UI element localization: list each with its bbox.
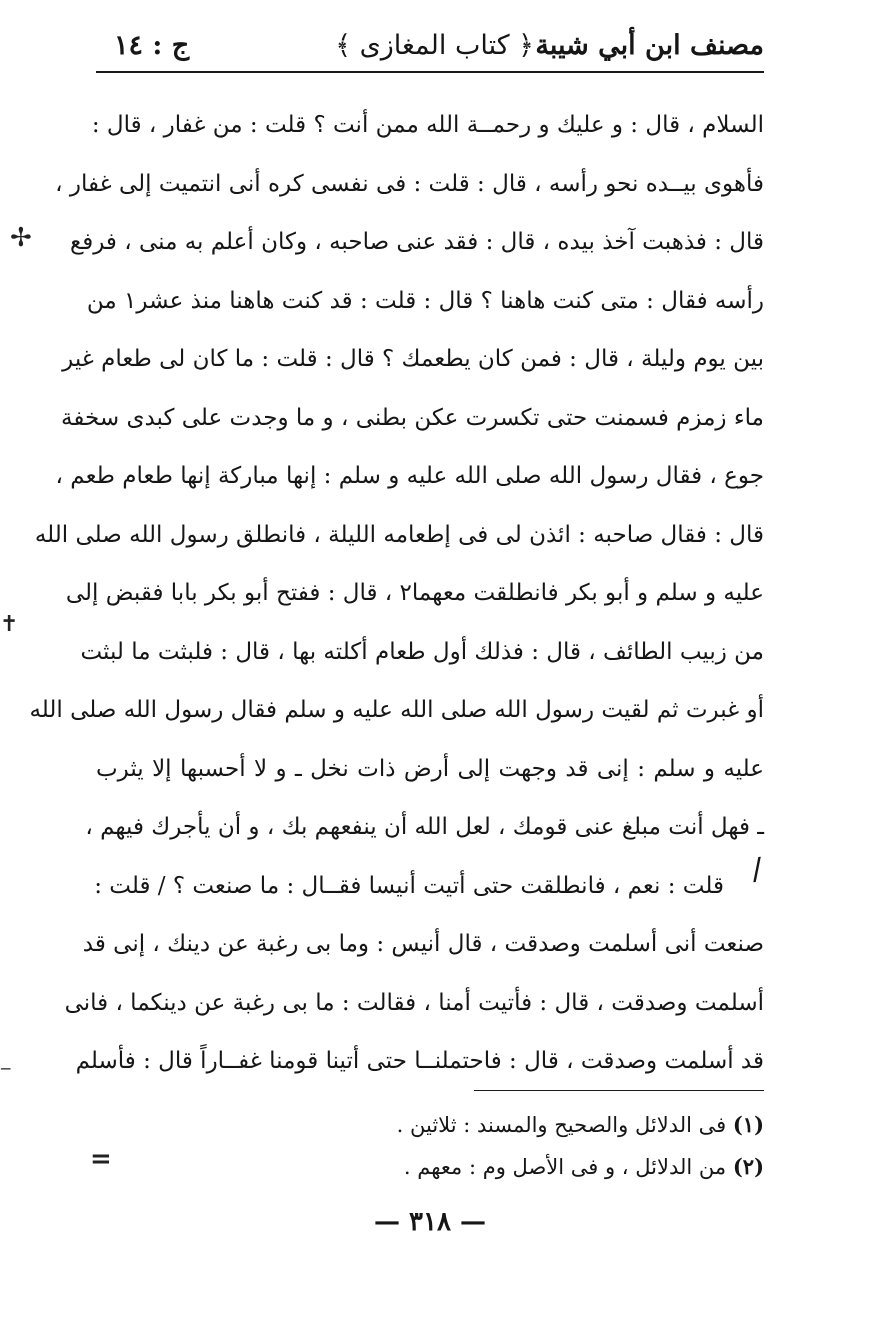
- margin-cross-mark: ✝: [0, 612, 19, 637]
- text-line: صنعت أنى أسلمت وصدقت ، قال أنيس : وما بى رغبة عن دينك ، إنى قد: [82, 931, 764, 957]
- text-line: من زبيب الطائف ، قال : فذلك أول طعام أكلته بها ، قال : فلبثت ما لبثت: [80, 638, 764, 665]
- text-line: بين يوم وليلة ، قال : فمن كان يطعمك ؟ قال : قلت : ما كان لى طعام غير: [62, 346, 764, 372]
- text-line: قال : فقال صاحبه : ائذن لى فى إطعامه الليلة ، فانطلق رسول الله صلى الله: [34, 521, 764, 548]
- footnote: [344, 1146, 764, 1188]
- chapter-title: ﴿ كتاب المغازى ﴾: [335, 30, 534, 61]
- footnotes: [344, 1104, 764, 1188]
- text-line: جوع ، فقال رسول الله صلى الله عليه و سلم : إنها مباركة إنها طعام طعم ،: [55, 463, 764, 489]
- page-number: — ٣١٨ —: [373, 1207, 487, 1237]
- footnote-number: (١): [732, 1112, 764, 1137]
- text-line: فأهوى بيــده نحو رأسه ، قال : قلت : فى نفسى كره أنى انتميت إلى غفار ،: [55, 170, 764, 197]
- text-line: قد أسلمت وصدقت ، قال : فاحتملنــا حتى أتينا قومنا غفــاراً قال : فأسلم: [75, 1048, 764, 1074]
- footnote-rule: [474, 1090, 764, 1091]
- header-rule: [96, 71, 764, 73]
- footnote-text: فى الدلائل والصحيح والمسند : ثلاثين .: [396, 1113, 727, 1137]
- text-line: السلام ، قال : و عليك و رحمــة الله ممن أنت ؟ قلت : من غفار ، قال :: [91, 112, 764, 138]
- text-line: قال : فذهبت آخذ بيده ، قال : فقد عنى صاحبه ، وكان أعلم به منى ، فرفع: [70, 229, 764, 255]
- margin-dash-mark: ‒: [0, 1058, 12, 1079]
- footnote-number: (٢): [732, 1154, 764, 1179]
- footnote-text: من الدلائل ، و فى الأصل وم : معهم .: [403, 1155, 727, 1179]
- text-line: عليه و سلم : إنى قد وجهت إلى أرض ذات نخل ـ و لا أحسبها إلا يثرب: [96, 755, 764, 782]
- text-line: ـ فهل أنت مبلغ عنى قومك ، لعل الله أن ينفعهم بك ، و أن يأجرك فيهم ،: [85, 814, 764, 840]
- text-line: عليه و سلم و أبو بكر فانطلقت معهما٢ ، قال : ففتح أبو بكر بابا فقبض إلى: [65, 580, 764, 606]
- running-header: [96, 28, 764, 76]
- margin-page-marker: /: [750, 851, 764, 888]
- margin-star-mark: ✢: [10, 223, 32, 253]
- text-line: قلت : نعم ، فانطلقت حتى أتيت أنيسا فقــال : ما صنعت ؟ / قلت :: [94, 872, 724, 899]
- text-line: رأسه فقال : متى كنت هاهنا ؟ قال : قلت : قد كنت هاهنا منذ عشر١ من: [86, 287, 764, 314]
- volume-label: ج : ١٤: [114, 30, 190, 61]
- text-line: أو غبرت ثم لقيت رسول الله صلى الله عليه و سلم فقال رسول الله صلى الله: [29, 697, 764, 723]
- book-title: مصنف ابن أبي شيبة: [535, 30, 764, 61]
- body-text: [29, 96, 764, 1091]
- text-line: أسلمت وصدقت ، قال : فأتيت أمنا ، فقالت : ما بى رغبة عن دينكما ، فانى: [64, 989, 764, 1016]
- text-line: ماء زمزم فسمنت حتى تكسرت عكن بطنى ، و ما وجدت على كبدى سخفة: [61, 404, 764, 431]
- footnote: [344, 1104, 764, 1146]
- margin-equals-mark: =: [90, 1144, 112, 1174]
